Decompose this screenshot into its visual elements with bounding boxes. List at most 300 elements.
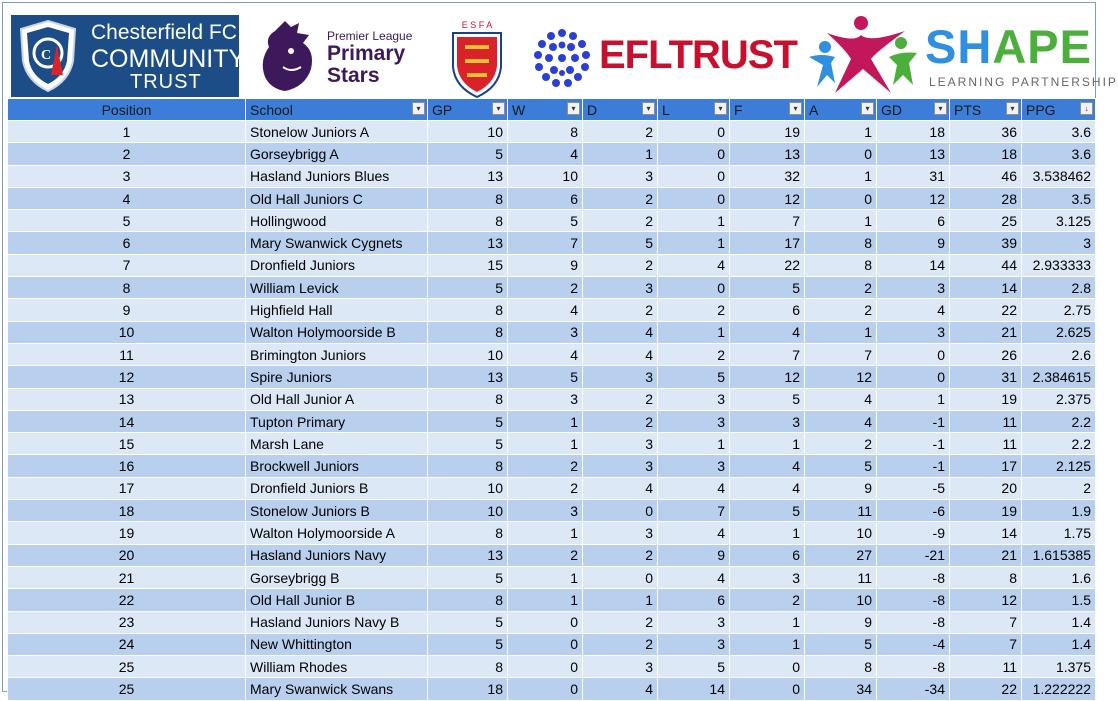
table-row [8, 165, 1096, 187]
cell-position: 9 [8, 299, 246, 321]
table-row [8, 455, 1096, 477]
filter-dropdown-icon[interactable]: ▾ [642, 102, 655, 115]
cell-w: 6 [508, 187, 583, 209]
cell-gd: -8 [877, 611, 950, 633]
cell-f: 12 [730, 366, 805, 388]
table-row [8, 566, 1096, 588]
cell-position: 6 [8, 232, 246, 254]
cell-position: 25 [8, 678, 246, 700]
cell-gd: 0 [877, 343, 950, 365]
cell-w: 4 [508, 143, 583, 165]
cell-gd: 0 [877, 366, 950, 388]
cell-d: 4 [583, 343, 658, 365]
table-row [8, 343, 1096, 365]
table-row [8, 500, 1096, 522]
cell-position: 13 [8, 388, 246, 410]
cell-position: 24 [8, 633, 246, 655]
cell-gd: -8 [877, 656, 950, 678]
cell-l: 3 [658, 633, 730, 655]
pl-big-line-2: Stars [327, 64, 380, 87]
cell-f: 2 [730, 589, 805, 611]
cell-gd: -34 [877, 678, 950, 700]
table-row [8, 477, 1096, 499]
league-table-container [7, 98, 1095, 701]
cell-pts: 21 [950, 544, 1022, 566]
cell-a: 34 [805, 678, 877, 700]
cell-a: 2 [805, 299, 877, 321]
cell-w: 0 [508, 633, 583, 655]
filter-dropdown-icon[interactable]: ▾ [789, 102, 802, 115]
shape-letter-h: H [957, 20, 993, 73]
cell-a: 8 [805, 232, 877, 254]
cell-gd: -8 [877, 589, 950, 611]
chesterfield-crest-icon [17, 19, 79, 93]
cell-gd: -8 [877, 566, 950, 588]
cell-w: 8 [508, 121, 583, 143]
cell-pts: 21 [950, 321, 1022, 343]
cell-w: 10 [508, 165, 583, 187]
column-header-label: School [250, 101, 293, 118]
cell-gd: -21 [877, 544, 950, 566]
cell-a: 11 [805, 566, 877, 588]
cell-gd: -5 [877, 477, 950, 499]
shape-learning-partnership-logo [805, 13, 1118, 99]
column-header-label: GP [432, 101, 453, 118]
cell-ppg: 1.4 [1022, 633, 1096, 655]
premier-league-primary-stars-logo [255, 17, 455, 97]
cell-l: 0 [658, 143, 730, 165]
cell-position: 16 [8, 455, 246, 477]
cell-pts: 12 [950, 589, 1022, 611]
cell-gp: 10 [428, 121, 508, 143]
cell-d: 2 [583, 388, 658, 410]
cell-gp: 10 [428, 500, 508, 522]
cell-gp: 5 [428, 410, 508, 432]
esfa-shield-logo [449, 19, 505, 99]
cell-w: 2 [508, 544, 583, 566]
cell-d: 5 [583, 232, 658, 254]
shape-letter-p: P [1027, 20, 1060, 73]
cell-position: 20 [8, 544, 246, 566]
cell-l: 0 [658, 121, 730, 143]
cell-l: 4 [658, 566, 730, 588]
column-header-position[interactable] [8, 99, 246, 121]
table-row [8, 633, 1096, 655]
cell-pts: 8 [950, 566, 1022, 588]
cell-l: 4 [658, 477, 730, 499]
cell-school: Walton Holymoorside B [246, 321, 428, 343]
filter-dropdown-icon[interactable]: ▾ [1006, 102, 1019, 115]
cell-d: 3 [583, 433, 658, 455]
cell-w: 9 [508, 254, 583, 276]
pl-big-text [327, 43, 405, 87]
cell-a: 10 [805, 589, 877, 611]
cell-gd: 12 [877, 187, 950, 209]
cell-d: 4 [583, 477, 658, 499]
cell-f: 0 [730, 678, 805, 700]
cell-w: 1 [508, 433, 583, 455]
cell-f: 19 [730, 121, 805, 143]
cell-w: 2 [508, 477, 583, 499]
cell-d: 4 [583, 678, 658, 700]
column-header-a[interactable] [805, 99, 877, 121]
sort-filter-dropdown-icon[interactable]: ↓ [1080, 102, 1093, 115]
cell-gp: 8 [428, 187, 508, 209]
shape-letter-e: E [1059, 20, 1092, 73]
column-header-gd[interactable] [877, 99, 950, 121]
table-row [8, 589, 1096, 611]
cell-gp: 18 [428, 678, 508, 700]
table-row [8, 299, 1096, 321]
cell-school: Brimington Juniors [246, 343, 428, 365]
cell-f: 17 [730, 232, 805, 254]
cell-pts: 31 [950, 366, 1022, 388]
cell-pts: 25 [950, 210, 1022, 232]
cell-a: 1 [805, 165, 877, 187]
shape-letter-a: A [992, 20, 1028, 73]
cell-l: 3 [658, 388, 730, 410]
cell-ppg: 3.538462 [1022, 165, 1096, 187]
cell-pts: 19 [950, 500, 1022, 522]
cell-position: 8 [8, 277, 246, 299]
table-row [8, 544, 1096, 566]
cell-w: 1 [508, 522, 583, 544]
cell-f: 5 [730, 500, 805, 522]
cell-school: Hasland Juniors Navy B [246, 611, 428, 633]
cell-d: 3 [583, 165, 658, 187]
cell-f: 1 [730, 522, 805, 544]
cell-gd: -1 [877, 410, 950, 432]
cell-l: 5 [658, 366, 730, 388]
shape-subtitle: LEARNING PARTNERSHIP [929, 75, 1118, 89]
cell-position: 17 [8, 477, 246, 499]
cell-a: 0 [805, 187, 877, 209]
cell-w: 4 [508, 343, 583, 365]
column-header-d[interactable] [583, 99, 658, 121]
cell-l: 4 [658, 522, 730, 544]
cell-gd: 13 [877, 143, 950, 165]
cell-d: 2 [583, 254, 658, 276]
cell-position: 7 [8, 254, 246, 276]
cell-pts: 14 [950, 277, 1022, 299]
cell-l: 4 [658, 254, 730, 276]
cell-pts: 7 [950, 633, 1022, 655]
table-row [8, 187, 1096, 209]
cell-ppg: 2.125 [1022, 455, 1096, 477]
cell-a: 1 [805, 321, 877, 343]
cell-ppg: 3.5 [1022, 187, 1096, 209]
cell-ppg: 2.375 [1022, 388, 1096, 410]
cell-ppg: 3.125 [1022, 210, 1096, 232]
cell-gp: 8 [428, 321, 508, 343]
cell-a: 5 [805, 633, 877, 655]
cell-f: 3 [730, 566, 805, 588]
cell-position: 23 [8, 611, 246, 633]
filter-dropdown-icon[interactable]: ▾ [861, 102, 874, 115]
cell-w: 2 [508, 277, 583, 299]
cell-ppg: 3.6 [1022, 143, 1096, 165]
cell-ppg: 1.222222 [1022, 678, 1096, 700]
cell-d: 2 [583, 611, 658, 633]
cell-position: 25 [8, 656, 246, 678]
table-row [8, 121, 1096, 143]
cell-gd: 3 [877, 277, 950, 299]
cell-school: Dronfield Juniors B [246, 477, 428, 499]
cell-position: 1 [8, 121, 246, 143]
cell-w: 5 [508, 210, 583, 232]
cell-l: 5 [658, 656, 730, 678]
cell-a: 4 [805, 388, 877, 410]
cell-f: 13 [730, 143, 805, 165]
table-row [8, 611, 1096, 633]
cell-gp: 13 [428, 232, 508, 254]
table-row [8, 143, 1096, 165]
cell-f: 1 [730, 611, 805, 633]
cell-d: 2 [583, 544, 658, 566]
cell-pts: 7 [950, 611, 1022, 633]
cell-gp: 8 [428, 589, 508, 611]
cell-school: Dronfield Juniors [246, 254, 428, 276]
column-header-w[interactable] [508, 99, 583, 121]
cell-d: 3 [583, 656, 658, 678]
cell-gp: 13 [428, 544, 508, 566]
cell-f: 5 [730, 388, 805, 410]
column-header-label: A [809, 101, 819, 118]
cell-a: 5 [805, 455, 877, 477]
column-header-label: L [662, 101, 670, 118]
column-header-f[interactable] [730, 99, 805, 121]
cell-gd: 4 [877, 299, 950, 321]
cell-pts: 11 [950, 410, 1022, 432]
cfc-line-2: COMMUNITY [91, 45, 246, 73]
cell-school: Old Hall Junior B [246, 589, 428, 611]
cell-f: 6 [730, 299, 805, 321]
cell-pts: 22 [950, 678, 1022, 700]
cell-gd: -9 [877, 522, 950, 544]
cell-f: 1 [730, 433, 805, 455]
cell-pts: 19 [950, 388, 1022, 410]
cell-w: 1 [508, 566, 583, 588]
cell-position: 5 [8, 210, 246, 232]
cell-ppg: 1.75 [1022, 522, 1096, 544]
cell-w: 4 [508, 299, 583, 321]
shape-figures-icon [805, 13, 921, 99]
cell-l: 0 [658, 165, 730, 187]
svg-text:C: C [41, 48, 52, 63]
table-row [8, 232, 1096, 254]
cell-gd: 31 [877, 165, 950, 187]
column-header-label: GD [881, 101, 902, 118]
cell-ppg: 2.2 [1022, 410, 1096, 432]
cell-w: 3 [508, 388, 583, 410]
cell-a: 0 [805, 143, 877, 165]
column-header-label: F [734, 101, 743, 118]
cell-l: 3 [658, 410, 730, 432]
cell-gd: -6 [877, 500, 950, 522]
table-row [8, 433, 1096, 455]
cell-a: 8 [805, 656, 877, 678]
cell-position: 10 [8, 321, 246, 343]
table-row [8, 678, 1096, 700]
cell-l: 1 [658, 232, 730, 254]
cell-gp: 5 [428, 433, 508, 455]
cell-position: 4 [8, 187, 246, 209]
cell-school: Brockwell Juniors [246, 455, 428, 477]
cell-f: 6 [730, 544, 805, 566]
cell-position: 14 [8, 410, 246, 432]
cell-l: 2 [658, 343, 730, 365]
cell-ppg: 1.615385 [1022, 544, 1096, 566]
cell-w: 0 [508, 656, 583, 678]
cell-gp: 8 [428, 299, 508, 321]
cell-gp: 8 [428, 522, 508, 544]
cell-ppg: 1.375 [1022, 656, 1096, 678]
cell-d: 3 [583, 366, 658, 388]
cell-l: 1 [658, 321, 730, 343]
pl-big-line-1: Primary [327, 42, 406, 65]
table-row [8, 388, 1096, 410]
cell-gd: 1 [877, 388, 950, 410]
cell-school: Hasland Juniors Navy [246, 544, 428, 566]
cell-position: 2 [8, 143, 246, 165]
filter-dropdown-icon[interactable]: ▾ [412, 102, 425, 115]
pl-small-text: Premier League [327, 29, 413, 43]
cell-ppg: 2 [1022, 477, 1096, 499]
cell-school: Spire Juniors [246, 366, 428, 388]
filter-dropdown-icon[interactable]: ▾ [934, 102, 947, 115]
cell-a: 10 [805, 522, 877, 544]
cfc-line-3: TRUST [130, 71, 202, 93]
cell-pts: 36 [950, 121, 1022, 143]
cell-gp: 10 [428, 343, 508, 365]
cell-l: 1 [658, 210, 730, 232]
cell-ppg: 2.8 [1022, 277, 1096, 299]
cell-l: 14 [658, 678, 730, 700]
cell-gd: 18 [877, 121, 950, 143]
cell-pts: 44 [950, 254, 1022, 276]
cell-d: 2 [583, 187, 658, 209]
cell-school: Hasland Juniors Blues [246, 165, 428, 187]
cell-position: 11 [8, 343, 246, 365]
cell-ppg: 1.5 [1022, 589, 1096, 611]
cell-w: 0 [508, 611, 583, 633]
cell-position: 19 [8, 522, 246, 544]
cell-d: 2 [583, 121, 658, 143]
cell-gp: 8 [428, 210, 508, 232]
cell-d: 3 [583, 522, 658, 544]
cell-a: 1 [805, 210, 877, 232]
cell-pts: 22 [950, 299, 1022, 321]
cell-school: Old Hall Juniors C [246, 187, 428, 209]
cell-pts: 17 [950, 455, 1022, 477]
filter-dropdown-icon[interactable]: ▾ [714, 102, 727, 115]
cell-position: 12 [8, 366, 246, 388]
cell-position: 21 [8, 566, 246, 588]
column-header-label: Position [101, 101, 152, 118]
cell-gd: 3 [877, 321, 950, 343]
column-header-school[interactable] [246, 99, 428, 121]
cell-school: Hollingwood [246, 210, 428, 232]
table-row [8, 210, 1096, 232]
cell-a: 4 [805, 410, 877, 432]
cell-d: 4 [583, 321, 658, 343]
cell-l: 3 [658, 611, 730, 633]
column-header-ppg[interactable] [1022, 99, 1096, 121]
efl-trust-logo [527, 19, 797, 95]
cell-f: 0 [730, 656, 805, 678]
cell-d: 1 [583, 143, 658, 165]
cell-school: Old Hall Junior A [246, 388, 428, 410]
column-header-gp[interactable] [428, 99, 508, 121]
column-header-l[interactable] [658, 99, 730, 121]
cell-a: 27 [805, 544, 877, 566]
cell-pts: 26 [950, 343, 1022, 365]
cell-d: 2 [583, 299, 658, 321]
cell-gd: -4 [877, 633, 950, 655]
filter-dropdown-icon[interactable]: ▾ [492, 102, 505, 115]
efl-trust-text: EFLTRUST [599, 33, 797, 77]
cell-school: Gorseybrigg B [246, 566, 428, 588]
cell-d: 2 [583, 633, 658, 655]
cell-gp: 5 [428, 277, 508, 299]
cell-gd: 9 [877, 232, 950, 254]
cell-f: 3 [730, 410, 805, 432]
cell-pts: 14 [950, 522, 1022, 544]
cell-gp: 8 [428, 388, 508, 410]
table-row [8, 277, 1096, 299]
cell-pts: 20 [950, 477, 1022, 499]
cell-position: 22 [8, 589, 246, 611]
cell-school: Stonelow Juniors B [246, 500, 428, 522]
cell-f: 7 [730, 343, 805, 365]
cell-a: 8 [805, 254, 877, 276]
filter-dropdown-icon[interactable]: ▾ [567, 102, 580, 115]
efl-ball-icon [527, 21, 597, 93]
table-row [8, 321, 1096, 343]
cell-gp: 13 [428, 165, 508, 187]
cell-school: William Levick [246, 277, 428, 299]
cell-school: Tupton Primary [246, 410, 428, 432]
cell-ppg: 1.9 [1022, 500, 1096, 522]
column-header-pts[interactable] [950, 99, 1022, 121]
cell-ppg: 1.6 [1022, 566, 1096, 588]
cell-ppg: 2.625 [1022, 321, 1096, 343]
cell-school: Walton Holymoorside A [246, 522, 428, 544]
column-header-label: PTS [954, 101, 982, 118]
cell-pts: 11 [950, 656, 1022, 678]
cell-l: 2 [658, 299, 730, 321]
cell-school: Gorseybrigg A [246, 143, 428, 165]
cell-gd: 6 [877, 210, 950, 232]
cell-gp: 5 [428, 611, 508, 633]
cell-school: Mary Swanwick Swans [246, 678, 428, 700]
cell-l: 0 [658, 277, 730, 299]
cell-w: 1 [508, 589, 583, 611]
cell-school: William Rhodes [246, 656, 428, 678]
cell-gp: 13 [428, 366, 508, 388]
cell-pts: 28 [950, 187, 1022, 209]
cell-d: 0 [583, 566, 658, 588]
screenshot-frame [2, 2, 1118, 698]
table-row [8, 656, 1096, 678]
cell-d: 0 [583, 500, 658, 522]
cell-d: 2 [583, 410, 658, 432]
cell-w: 2 [508, 455, 583, 477]
cell-school: Stonelow Juniors A [246, 121, 428, 143]
cell-f: 32 [730, 165, 805, 187]
cell-a: 9 [805, 477, 877, 499]
cell-ppg: 3.6 [1022, 121, 1096, 143]
